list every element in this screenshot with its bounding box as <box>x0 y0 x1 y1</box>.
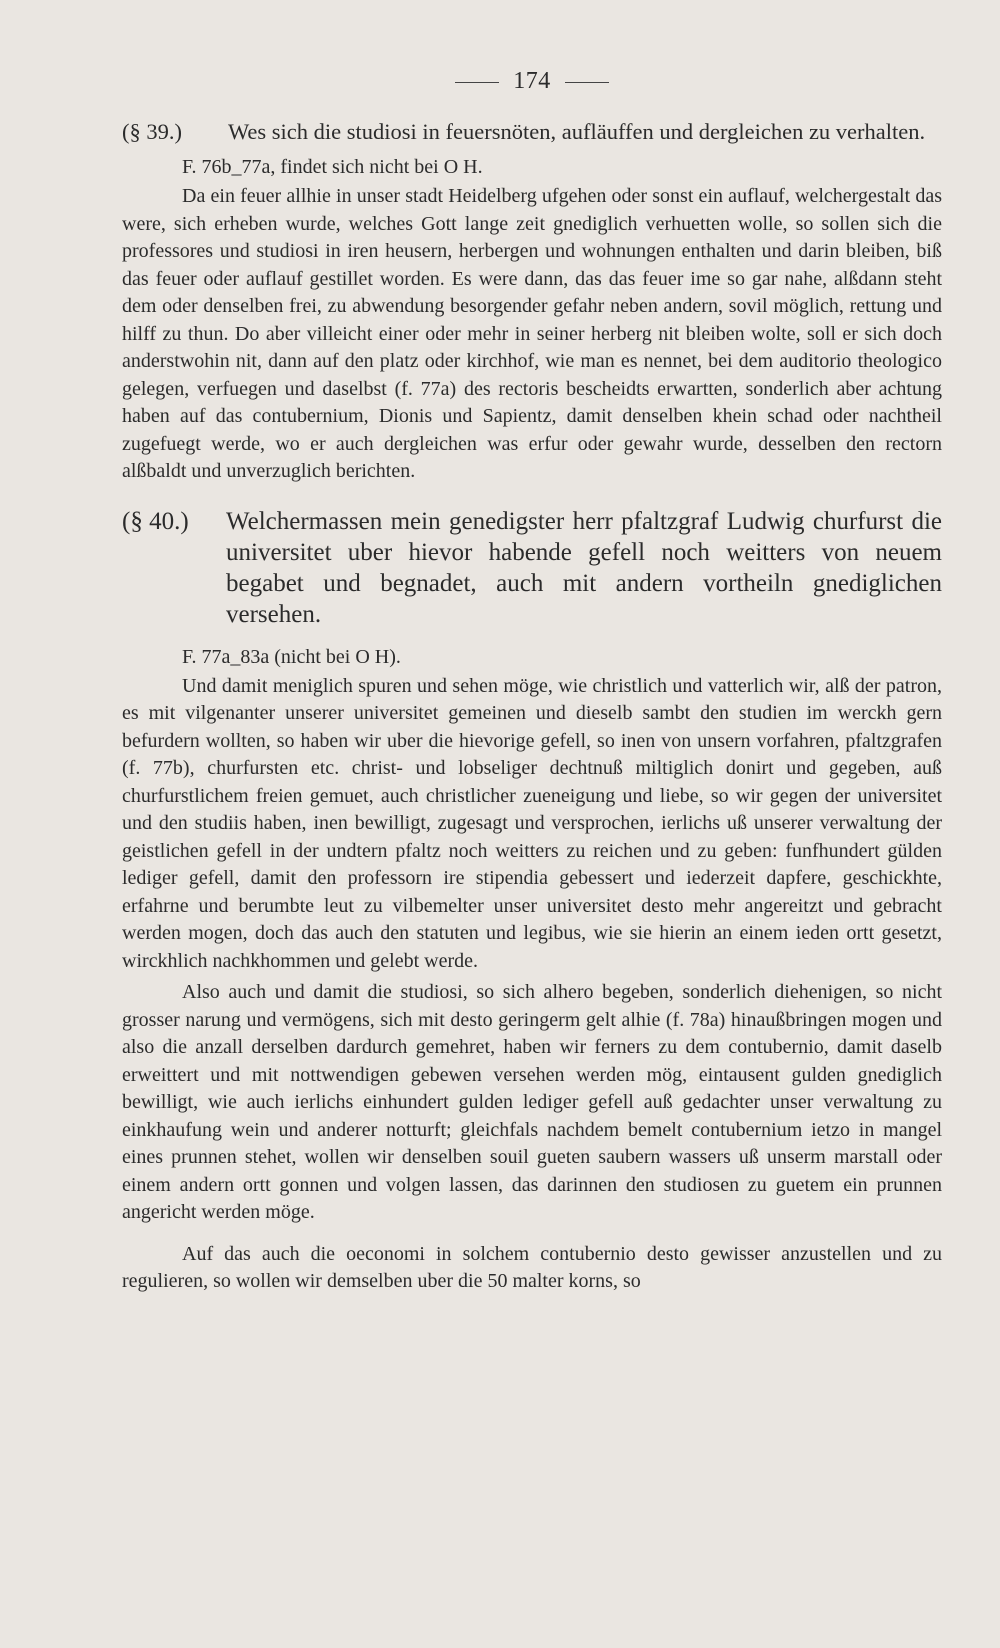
section-heading <box>122 117 942 146</box>
paragraph: Und damit meniglich spuren und sehen möge, wie christlich und vatterlich wir, alß der patron, es mit vilgenanter unserer universitet gemeinen und dieselb sambt den studien im werckh gern befurdern wollten, so haben wir uber die hievorige gefell, so inen von unsern vorfahren, pfaltzgrafen (f. 77b), churfursten etc. christ- und lobseliger dechtnuß miltiglich donirt und gegeben, auß churfurstlichem freien gemuet, auch christlicher zueneigung und liebe, so wir gegen der universitet und den studiis haben, inen bewilligt, zugesagt und versprochen, ierlichs uß unserer verwaltung der geistlichen gefell in der undtern pfaltz noch weitters zu reichen und zu geben: funfhundert gülden lediger gefell, damit den professorn ire stipendia gebessert und iederzeit dapfere, geschickhte, erfahrne und berumbte leut zu vilbemelter unser universitet desto mehr angereitzt und gebracht werden mogen, doch das auch den statuten und legibus, wie sie hierin an einem ieden ortt gesetzt, wirckhlich nachkhommen und gelebt werde. <box>122 674 942 972</box>
section-39 <box>122 117 942 486</box>
paragraph: Also auch und damit die studiosi, so sich alhero begeben, sonderlich diehenigen, so nicht grosser narung und vermögens, sich mit desto geringerm gelt alhie (f. 78a) hinaußbringen mogen und also die anzall derselben dardurch gemehret, haben wir ferners zu dem contubernio, damit daselb erweittert und mit nottwendigen gebewen versehen werden mög, eintausent gulden gnediglich bewilligt, wie auch ierlichs einhundert gulden lediger gefell auß gedachter unser verwaltung zu einkhaufung wein und anderer notturft; gleichfals nachdem bemelt contubernium ietzo in mangel eines prunnen stehet, wollen wir denselben souil gueten saubern wassers uß unserm marstall oder einem andern ortt gonnen und volgen lassen, das darinnen den studiosen zu guetem ein prunnen angericht werden möge. <box>122 981 942 1223</box>
source-note: F. 77a_83a (nicht bei O H). <box>182 645 401 668</box>
source-note: F. 76b_77a, findet sich nicht bei O H. <box>182 156 483 178</box>
section-number: (§ 39.) <box>122 119 182 144</box>
section-title: Wes sich die studiosi in feuersnöten, aufläuffen und dergleichen zu verhalten. <box>228 119 926 144</box>
section-heading <box>122 506 942 630</box>
page-number: 174 <box>513 68 551 94</box>
page-header <box>122 68 942 95</box>
section-number: (§ 40.) <box>122 507 189 535</box>
header-dash-left <box>455 82 499 83</box>
paragraph: Da ein feuer allhie in unser stadt Heidelberg ufgehen oder sonst ein auflauf, welchergestalt das were, sich erheben wurde, welches Gott lange zeit gnediglich verhuetten wolle, so sollen sich die professores und studiosi in iren heusern, herbergen und wohnungen enthalten und darin bleiben, biß das feuer oder auflauf gestillet worden. Es were dann, das das feuer ime so gar nahe, alßdann steht dem oder denselben frei, zu abwendung besorgender gefahr neben andern, sovil möglich, rettung und hilff zu thun. Do aber villeicht einer oder mehr in seiner herberg nit bleiben wolte, soll er sich doch anderstwohin nit, dann auf den platz oder kirchhof, wie man es nennet, bei dem auditorio theologico gelegen, verfuegen und daselbst (f. 77a) des rectoris bescheidts erwartten, sonderlich aber achtung haben auf das contubernium, Dionis und Sapientz, damit denselben khein schad oder nachtheil zugefuegt werde, wo er auch dergleichen was erfur oder gewahr wurde, desselben den rectorn alßbaldt und unverzuglich berichten. <box>122 185 942 482</box>
paragraph: Auf das auch die oeconomi in solchem contubernio desto gewisser anzustellen und zu regulieren, so wollen wir demselben uber die 50 malter korns, so <box>122 1242 942 1292</box>
section-40 <box>122 506 942 1296</box>
section-title: Welchermassen mein genedigster herr pfaltzgraf Ludwig churfurst die universitet uber hievor habende gefell noch weitters von neuem begabet und begnadet, auch mit andern vortheiln gnediglichen versehen. <box>226 507 942 628</box>
header-dash-right <box>565 82 609 83</box>
